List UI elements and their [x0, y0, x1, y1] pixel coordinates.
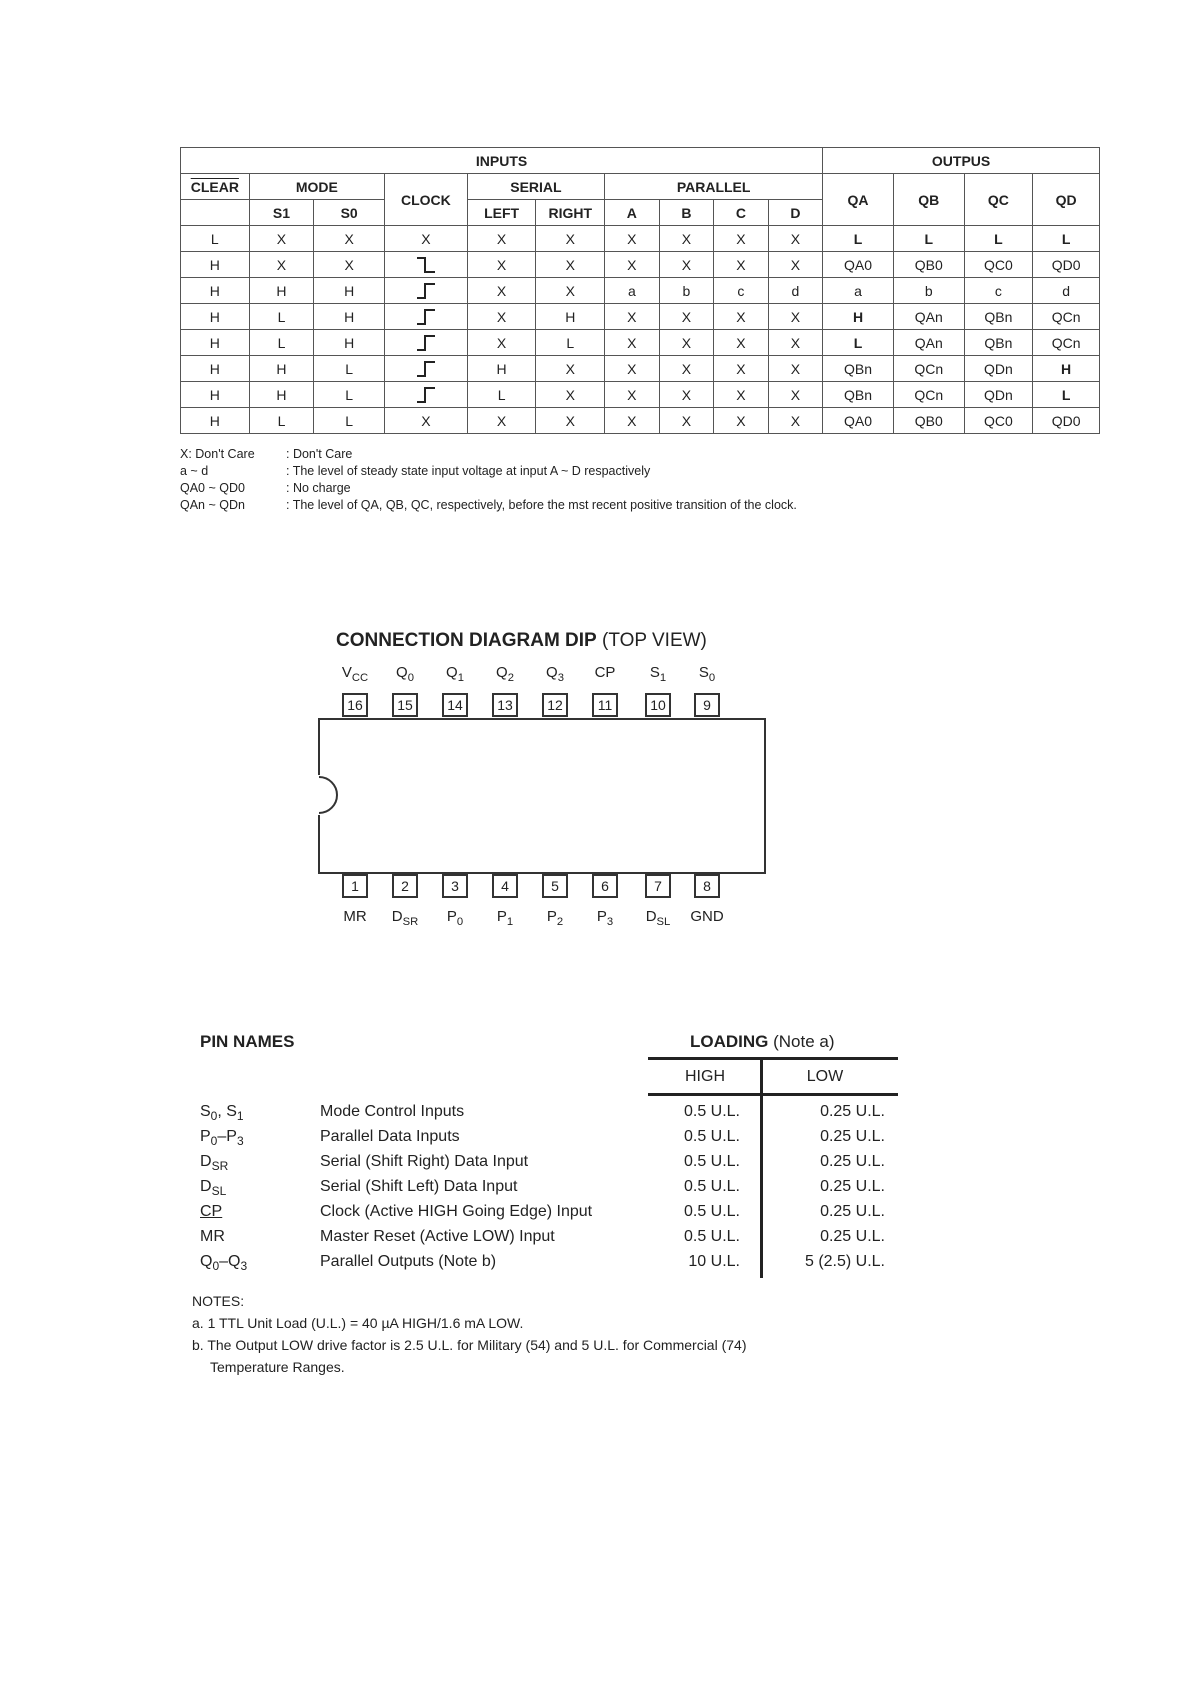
pin-label [633, 664, 683, 684]
cell-c: X [714, 356, 769, 382]
cell-a: X [605, 382, 660, 408]
truth-table-legend [180, 446, 797, 514]
inputs-group-header: INPUTS [181, 148, 823, 174]
loading-low-header: LOW [806, 1068, 844, 1085]
cell-s1: L [249, 408, 314, 434]
clock-header: CLOCK [384, 174, 467, 226]
legend-key: a ~ d [180, 464, 209, 478]
cell-d: X [768, 356, 823, 382]
qb-header: QB [893, 174, 964, 226]
pin-number-box: 3 [442, 874, 468, 898]
pin-symbol [200, 1253, 310, 1273]
pin-label [330, 908, 380, 925]
cell-qa: a [823, 278, 894, 304]
cell-qa: H [823, 304, 894, 330]
pin-label-text: P [596, 908, 607, 925]
cell-s0: H [314, 330, 385, 356]
cell-a: X [605, 304, 660, 330]
note-b-continued: Temperature Ranges. [210, 1359, 345, 1375]
pin-description: Serial (Shift Right) Data Input [320, 1153, 529, 1170]
rising-edge-icon [384, 330, 467, 356]
c-header: C [714, 200, 769, 226]
pin-symbol [200, 1178, 310, 1198]
cell-a: X [605, 226, 660, 252]
cell-clear: H [181, 356, 250, 382]
pin-label [380, 908, 430, 928]
s0-header: S0 [314, 200, 385, 226]
truth-table-row [181, 252, 1100, 278]
outputs-group-header: OUTPUS [823, 148, 1100, 174]
pin-number-box: 2 [392, 874, 418, 898]
loading-low-value: 0.25 U.L. [820, 1178, 885, 1195]
pin-symbol-subscript: SR [211, 1159, 229, 1174]
loading-high-value: 0.5 U.L. [683, 1178, 740, 1195]
pin-number-box: 13 [492, 693, 518, 717]
pin-label-subscript: 3 [557, 672, 564, 684]
pin-label-text: D [391, 908, 403, 925]
cell-qc: QDn [964, 356, 1033, 382]
cell-s0: L [314, 408, 385, 434]
loading-rule-top [648, 1057, 898, 1060]
cell-a: X [605, 408, 660, 434]
cell-s1: X [249, 252, 314, 278]
loading-low-value: 0.25 U.L. [820, 1103, 885, 1120]
clear-header: CLEAR [181, 174, 250, 200]
rising-edge-icon [384, 278, 467, 304]
pin-label-subscript: SR [402, 916, 419, 928]
pin-description: Mode Control Inputs [320, 1103, 465, 1120]
pin-label-text: P [496, 908, 507, 925]
cell-c: X [714, 330, 769, 356]
cell-qd: QD0 [1033, 408, 1100, 434]
cell-c: X [714, 226, 769, 252]
pin-label-subscript: 0 [456, 916, 464, 928]
pin-label-text: P [446, 908, 457, 925]
notes [192, 1290, 747, 1378]
pin-label-subscript: 0 [708, 672, 716, 684]
cell-clear: H [181, 382, 250, 408]
loading-high-value: 0.5 U.L. [683, 1103, 740, 1120]
legend-row [180, 463, 797, 480]
pin-label-subscript: SL [656, 916, 671, 928]
pin-number-box: 7 [645, 874, 671, 898]
truth-table [180, 147, 1100, 434]
cell-left: X [467, 330, 536, 356]
cell-qa: QA0 [823, 252, 894, 278]
legend-text: : Don't Care [286, 447, 353, 461]
pin-symbol-subscript: SL [211, 1184, 227, 1199]
loading-high-value: 0.5 U.L. [683, 1228, 740, 1245]
loading-low-value: 5 (2.5) U.L. [804, 1253, 885, 1270]
pin-symbol [200, 1153, 310, 1173]
cell-qb: b [893, 278, 964, 304]
pin-symbol-text: MR [200, 1228, 225, 1245]
legend-key: X: Don't Care [180, 447, 255, 461]
cell-qd: QD0 [1033, 252, 1100, 278]
pin-symbol-subscript: 3 [240, 1259, 248, 1274]
cell-s1: L [249, 304, 314, 330]
cell-d: X [768, 408, 823, 434]
d-header: D [768, 200, 823, 226]
cell-c: X [714, 408, 769, 434]
pin-label [380, 664, 430, 684]
cell-s0: X [314, 252, 385, 278]
qa-header: QA [823, 174, 894, 226]
cell-right: L [536, 330, 605, 356]
pin-symbol-text: –Q [219, 1253, 241, 1270]
pin-number-box: 1 [342, 874, 368, 898]
loading-low-value: 0.25 U.L. [820, 1153, 885, 1170]
pin-label [330, 664, 380, 684]
cell-c: c [714, 278, 769, 304]
cell-qa: L [823, 226, 894, 252]
pin-label [682, 664, 732, 684]
truth-table-row [181, 330, 1100, 356]
pin-label-subscript: 2 [507, 672, 514, 684]
cell-clear: H [181, 330, 250, 356]
pin-number-box: 5 [542, 874, 568, 898]
pin-symbol-text: D [200, 1178, 212, 1195]
pin-label-text: P [546, 908, 557, 925]
pin-label-text: S [698, 664, 709, 681]
cell-s1: X [249, 226, 314, 252]
cell-b: X [659, 408, 714, 434]
pin-description: Master Reset (Active LOW) Input [320, 1228, 555, 1245]
pin-symbol [200, 1228, 310, 1246]
cell-qc: QBn [964, 330, 1033, 356]
cell-qc: QBn [964, 304, 1033, 330]
pin-label [430, 664, 480, 684]
cell-a: a [605, 278, 660, 304]
loading-rule-mid [648, 1093, 898, 1096]
cell-qb: QCn [893, 356, 964, 382]
cell-qd: d [1033, 278, 1100, 304]
pin-number-box: 14 [442, 693, 468, 717]
cell-left: L [467, 382, 536, 408]
pin-symbol-text: S [200, 1103, 211, 1120]
pin-label [580, 908, 630, 928]
pin-symbol-subscript: 0 [210, 1134, 218, 1149]
pin-label-text: S [649, 664, 660, 681]
cell-d: d [768, 278, 823, 304]
cell-qb: QCn [893, 382, 964, 408]
right-header: RIGHT [536, 200, 605, 226]
pin-label-text: Q [546, 664, 558, 681]
parallel-header: PARALLEL [605, 174, 823, 200]
cell-s0: X [314, 226, 385, 252]
cell-right: X [536, 408, 605, 434]
pin-label [682, 908, 732, 925]
cell-right: X [536, 278, 605, 304]
truth-table-row [181, 382, 1100, 408]
cell-qb: QB0 [893, 252, 964, 278]
pin-label-subscript: 0 [407, 672, 414, 684]
pin-label [530, 664, 580, 684]
pin-number-box: 8 [694, 874, 720, 898]
cell-d: X [768, 382, 823, 408]
cell-a: X [605, 330, 660, 356]
cell-left: X [467, 278, 536, 304]
cell-qb: QB0 [893, 408, 964, 434]
truth-table-row [181, 304, 1100, 330]
cell-right: X [536, 356, 605, 382]
notes-title: NOTES: [192, 1293, 245, 1309]
cell-s1: H [249, 278, 314, 304]
pin-label-text: CP [594, 664, 616, 681]
cell-s0: H [314, 304, 385, 330]
pin-symbol-text: P [200, 1128, 211, 1145]
legend-row [180, 446, 797, 463]
loading-high-value: 0.5 U.L. [683, 1203, 740, 1220]
cell-clear: L [181, 226, 250, 252]
pin-number-box: 11 [592, 693, 618, 717]
cell-right: X [536, 252, 605, 278]
rising-edge-icon [384, 304, 467, 330]
cell-s0: L [314, 382, 385, 408]
rising-edge-icon [384, 382, 467, 408]
cell-s1: H [249, 356, 314, 382]
cell-b: X [659, 382, 714, 408]
legend-text: : The level of QA, QB, QC, respectively, before the mst recent positive transition of the clock. [286, 498, 797, 512]
cell-d: X [768, 304, 823, 330]
cell-qd: QCn [1033, 330, 1100, 356]
cell-qa: QA0 [823, 408, 894, 434]
pin-label [480, 908, 530, 928]
cell-qb: L [893, 226, 964, 252]
pin-symbol-text: D [200, 1153, 212, 1170]
loading-title [690, 1032, 835, 1052]
connection-diagram-title-rest: (TOP VIEW) [596, 630, 707, 651]
cell-right: H [536, 304, 605, 330]
mode-header: MODE [249, 174, 384, 200]
loading-low-value: 0.25 U.L. [820, 1128, 885, 1145]
cell-qa: QBn [823, 356, 894, 382]
note-b: b. The Output LOW drive factor is 2.5 U.L. for Military (54) and 5 U.L. for Commercial (74) [192, 1337, 747, 1353]
loading-high-header: HIGH [685, 1068, 725, 1085]
pin-symbol-text: –P [217, 1128, 237, 1145]
cell-left: X [467, 226, 536, 252]
cell-qa: L [823, 330, 894, 356]
pin-description: Parallel Outputs (Note b) [320, 1253, 497, 1270]
legend-key: QA0 ~ QD0 [180, 481, 245, 495]
s1-header: S1 [249, 200, 314, 226]
cell-qa: QBn [823, 382, 894, 408]
pin-label [633, 908, 683, 928]
cell-qd: L [1033, 226, 1100, 252]
legend-text: : No charge [286, 481, 351, 495]
rising-edge-icon [384, 356, 467, 382]
cell-clock: X [384, 408, 467, 434]
pin-number-box: 15 [392, 693, 418, 717]
legend-row [180, 480, 797, 497]
cell-s1: L [249, 330, 314, 356]
pin-symbol [200, 1103, 310, 1123]
pin-label-subscript: 1 [659, 672, 667, 684]
cell-clear: H [181, 278, 250, 304]
cell-c: X [714, 304, 769, 330]
truth-table-row [181, 278, 1100, 304]
cell-clock: X [384, 226, 467, 252]
cell-b: X [659, 356, 714, 382]
pin-symbol-text: CP [200, 1203, 223, 1220]
loading-divider [760, 1060, 763, 1278]
pin-number-box: 12 [542, 693, 568, 717]
clear-subheader-empty [181, 200, 250, 226]
pin-label [480, 664, 530, 684]
cell-qc: QC0 [964, 408, 1033, 434]
pin-symbol-subscript: 0 [212, 1259, 220, 1274]
pin-names-title: PIN NAMES [200, 1032, 295, 1051]
cell-d: X [768, 330, 823, 356]
pin-number-box: 16 [342, 693, 368, 717]
truth-table-row [181, 408, 1100, 434]
cell-b: X [659, 226, 714, 252]
pin-description: Parallel Data Inputs [320, 1128, 460, 1145]
cell-a: X [605, 356, 660, 382]
cell-left: X [467, 408, 536, 434]
pin-symbol [200, 1203, 310, 1221]
pin-number-box: 6 [592, 874, 618, 898]
pin-label [580, 664, 630, 681]
cell-a: X [605, 252, 660, 278]
legend-key: QAn ~ QDn [180, 498, 245, 512]
cell-d: X [768, 252, 823, 278]
cell-clear: H [181, 304, 250, 330]
serial-header: SERIAL [467, 174, 604, 200]
pin-label-text: Q [396, 664, 408, 681]
loading-low-value: 0.25 U.L. [820, 1203, 885, 1220]
loading-low-value: 0.25 U.L. [820, 1228, 885, 1245]
pin-number-box: 4 [492, 874, 518, 898]
pin-label-text: D [645, 908, 657, 925]
cell-clear: H [181, 252, 250, 278]
cell-c: X [714, 382, 769, 408]
cell-qb: QAn [893, 330, 964, 356]
pin-label-subscript: 3 [606, 916, 614, 928]
left-header: LEFT [467, 200, 536, 226]
loading-title-note: (Note a) [768, 1032, 835, 1051]
cell-qc: L [964, 226, 1033, 252]
pin-label-subscript: 1 [506, 916, 514, 928]
cell-qd: H [1033, 356, 1100, 382]
cell-s1: H [249, 382, 314, 408]
ic-notch [318, 775, 340, 815]
pin-symbol-subscript: 0 [210, 1109, 218, 1124]
loading-high-value: 0.5 U.L. [683, 1128, 740, 1145]
truth-table-row [181, 356, 1100, 382]
pin-label-subscript: CC [351, 672, 369, 684]
cell-b: b [659, 278, 714, 304]
pin-label-text: MR [343, 908, 367, 925]
cell-right: X [536, 382, 605, 408]
note-a: a. 1 TTL Unit Load (U.L.) = 40 µA HIGH/1.6 mA LOW. [192, 1315, 524, 1331]
cell-qc: c [964, 278, 1033, 304]
cell-left: X [467, 252, 536, 278]
pin-label [530, 908, 580, 928]
pin-label-text: Q [446, 664, 458, 681]
loading-high-value: 10 U.L. [688, 1253, 740, 1270]
cell-qd: QCn [1033, 304, 1100, 330]
pin-description: Clock (Active HIGH Going Edge) Input [320, 1203, 593, 1220]
pin-symbol-text: Q [200, 1253, 213, 1270]
cell-qd: L [1033, 382, 1100, 408]
pin-description: Serial (Shift Left) Data Input [320, 1178, 518, 1195]
cell-left: X [467, 304, 536, 330]
cell-right: X [536, 226, 605, 252]
cell-b: X [659, 252, 714, 278]
pin-label [430, 908, 480, 928]
qc-header: QC [964, 174, 1033, 226]
truth-table-body [181, 226, 1100, 434]
cell-b: X [659, 304, 714, 330]
pin-label-subscript: 2 [556, 916, 564, 928]
pin-label-text: GND [690, 908, 724, 925]
pin-number-box: 9 [694, 693, 720, 717]
cell-qb: QAn [893, 304, 964, 330]
b-header: B [659, 200, 714, 226]
truth-table-row [181, 226, 1100, 252]
cell-s0: L [314, 356, 385, 382]
pin-symbol-subscript: 3 [236, 1134, 244, 1149]
cell-qc: QC0 [964, 252, 1033, 278]
pin-symbol-text: , S [217, 1103, 237, 1120]
legend-row [180, 497, 797, 514]
cell-qc: QDn [964, 382, 1033, 408]
cell-c: X [714, 252, 769, 278]
loading-high-value: 0.5 U.L. [683, 1153, 740, 1170]
qd-header: QD [1033, 174, 1100, 226]
legend-text: : The level of steady state input voltage at input A ~ D respactively [286, 464, 651, 478]
connection-diagram-title-bold: CONNECTION DIAGRAM DIP [336, 630, 597, 651]
connection-diagram-title [336, 630, 707, 652]
cell-b: X [659, 330, 714, 356]
pin-number-box: 10 [645, 693, 671, 717]
ic-package-body [318, 718, 766, 874]
pin-symbol [200, 1128, 310, 1148]
loading-title-bold: LOADING [690, 1032, 769, 1051]
cell-clear: H [181, 408, 250, 434]
pin-label-text: Q [496, 664, 508, 681]
cell-left: H [467, 356, 536, 382]
a-header: A [605, 200, 660, 226]
pin-label-subscript: 1 [457, 672, 464, 684]
falling-edge-icon [384, 252, 467, 278]
pin-symbol-subscript: 1 [236, 1109, 244, 1124]
pin-label-text: V [341, 664, 352, 681]
cell-s0: H [314, 278, 385, 304]
cell-d: X [768, 226, 823, 252]
